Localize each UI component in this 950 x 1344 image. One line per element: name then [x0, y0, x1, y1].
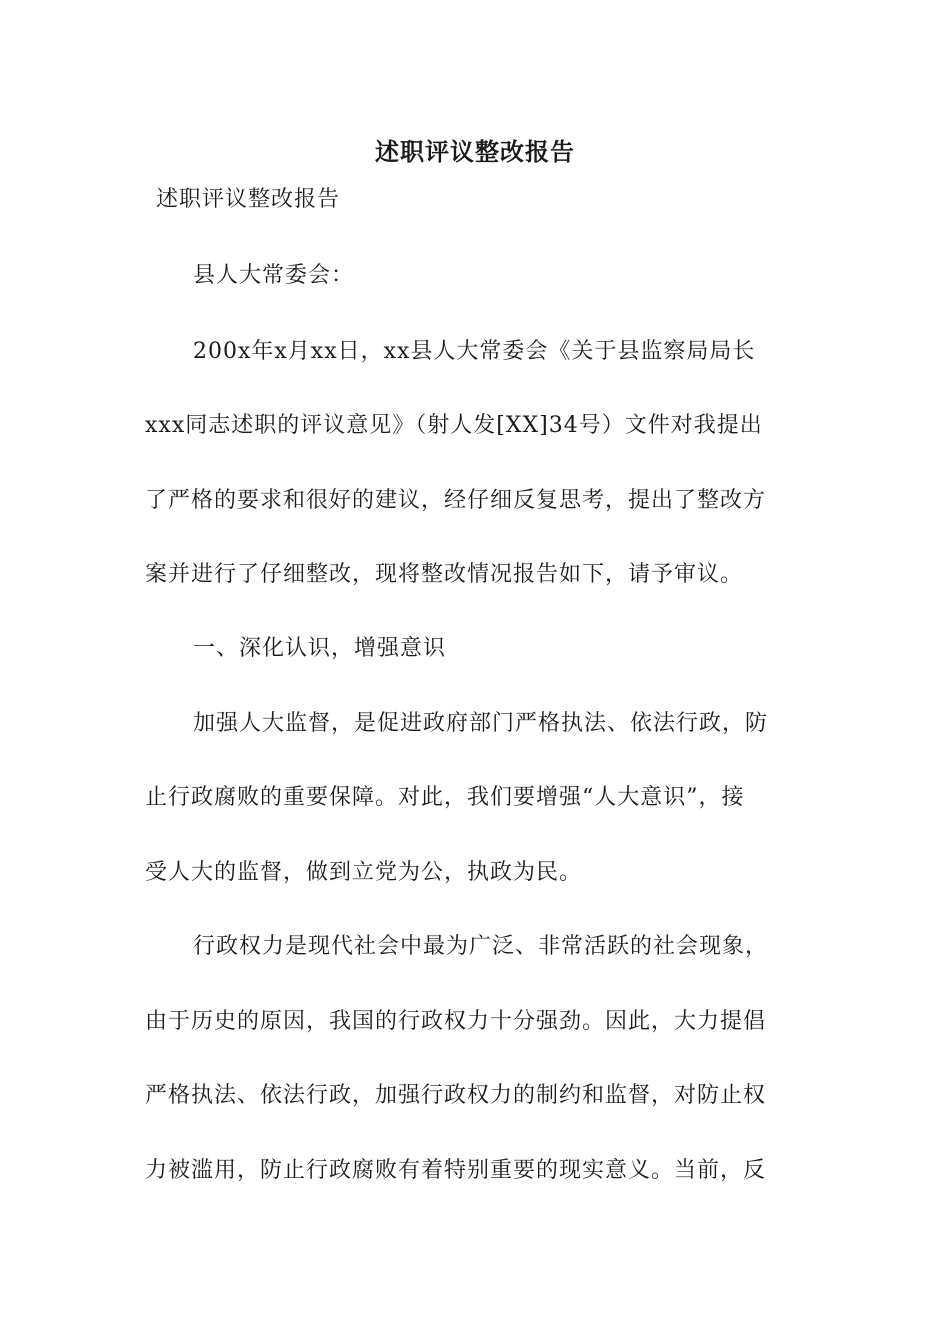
paragraph-3-line-4: 力被滥用，防止行政腐败有着特别重要的现实意义。当前，反 — [145, 1158, 767, 1183]
document-title: 述职评议整改报告 — [375, 137, 575, 166]
paragraph-1-line-4: 案并进行了仔细整改，现将整改情况报告如下，请予审议。 — [145, 562, 744, 587]
paragraph-2-line-2: 止行政腐败的重要保障。对此，我们要增强“人大意识”，接 — [145, 785, 745, 810]
section-1-heading: 一、深化认识，增强意识 — [193, 636, 447, 661]
paragraph-3-line-2: 由于历史的原因，我国的行政权力十分强劲。因此，大力提倡 — [145, 1009, 767, 1034]
paragraph-3-line-1: 行政权力是现代社会中最为广泛、非常活跃的社会现象， — [193, 934, 769, 959]
paragraph-1-line-1: 200x年x月xx日，xx县人大常委会《关于县监察局局长 — [193, 339, 756, 364]
paragraph-2-line-1: 加强人大监督，是促进政府部门严格执法、依法行政，防 — [193, 711, 769, 736]
document-subtitle: 述职评议整改报告 — [156, 187, 341, 212]
salutation: 县人大常委会： — [193, 263, 355, 288]
paragraph-2-line-3: 受人大的监督，做到立党为公，执政为民。 — [145, 860, 583, 885]
paragraph-1-line-2: xxx同志述职的评议意见》（射人发[XX]34号）文件对我提出 — [145, 413, 763, 438]
paragraph-3-line-3: 严格执法、依法行政，加强行政权力的制约和监督，对防止权 — [145, 1083, 767, 1108]
paragraph-1-line-3: 了严格的要求和很好的建议，经仔细反复思考，提出了整改方 — [145, 488, 767, 513]
